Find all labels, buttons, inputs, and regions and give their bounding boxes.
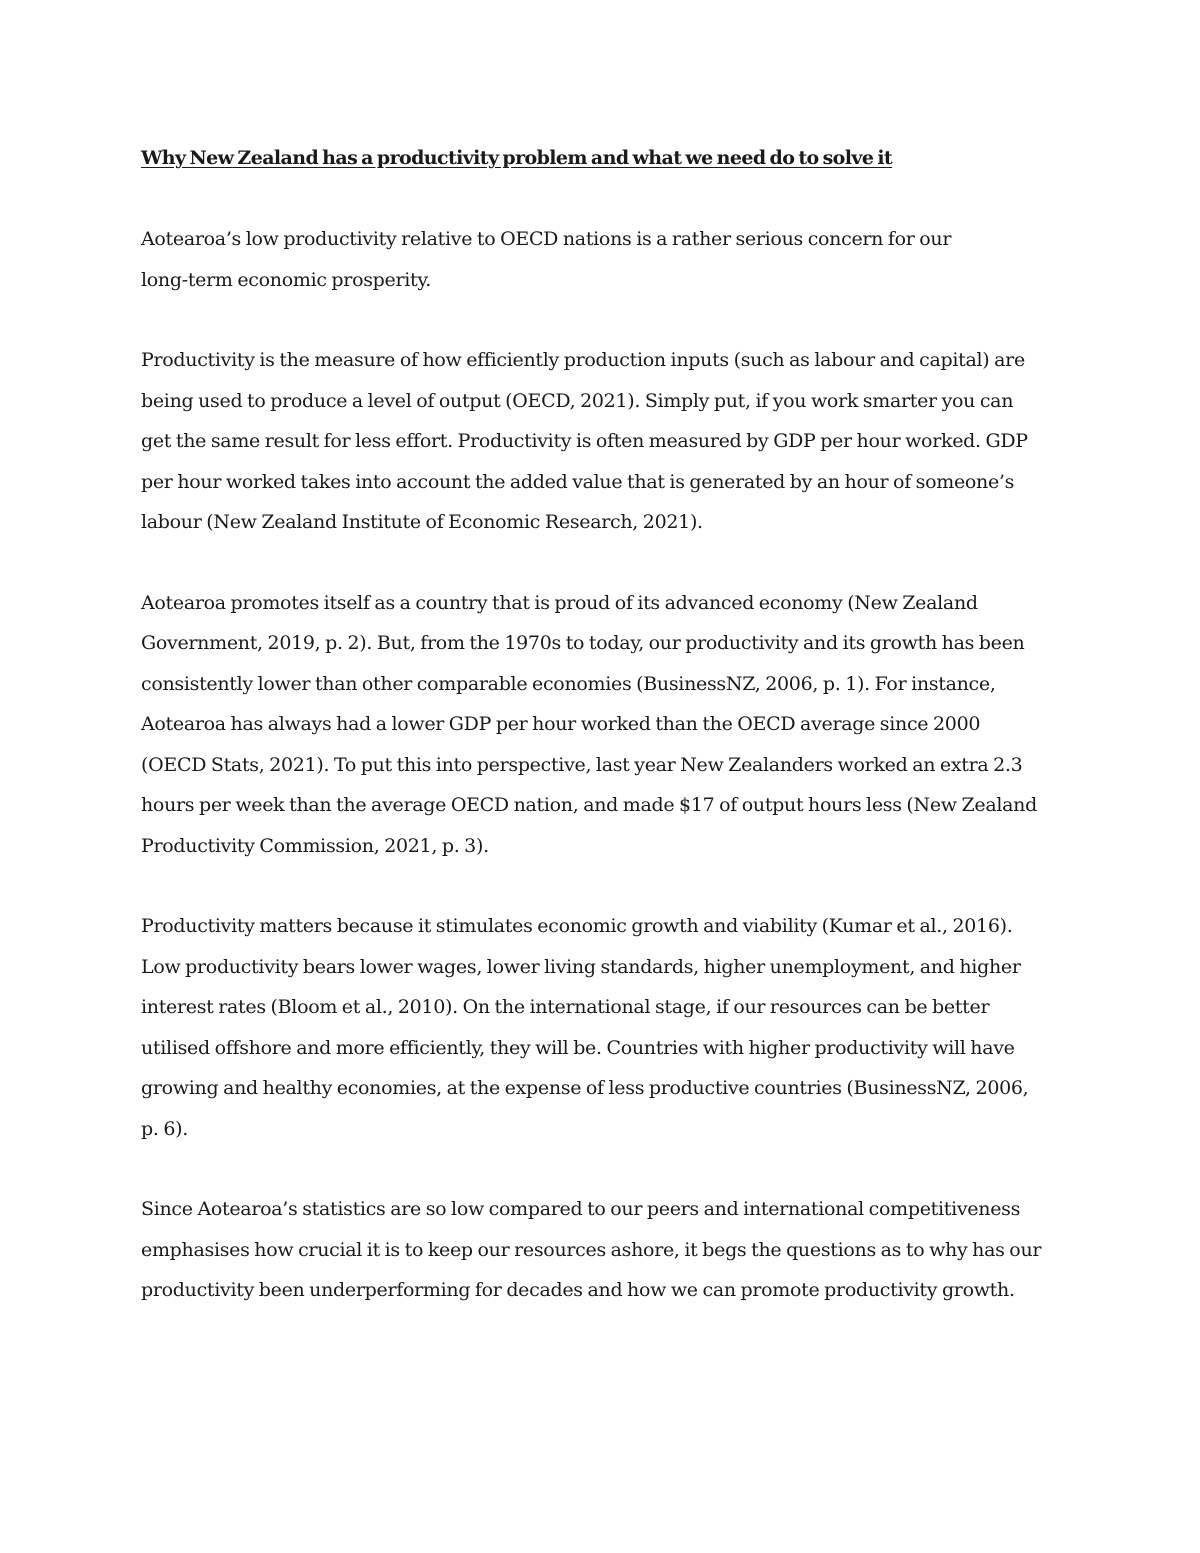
text-line: Low productivity bears lower wages, lower living standards, higher unemployment, and higher (141, 955, 1021, 978)
paragraph-importance (141, 906, 1071, 1149)
text-line: interest rates (Bloom et al., 2010). On the international stage, if our resources can be better (141, 996, 990, 1018)
text-line: labour (New Zealand Institute of Economic Research, 2021). (141, 511, 703, 533)
text-line: Productivity matters because it stimulates economic growth and viability (Kumar et al., 2016). (141, 915, 1013, 937)
paragraph-definition (141, 340, 1071, 543)
text-line: long-term economic prosperity. (141, 268, 432, 291)
text-line: Government, 2019, p. 2). But, from the 1970s to today, our productivity and its growth has been (141, 632, 1025, 654)
text-line: utilised offshore and more efficiently, they will be. Countries with higher productivity will have (141, 1036, 1015, 1059)
text-line: get the same result for less effort. Productivity is often measured by GDP per hour worked. GDP (141, 430, 1028, 452)
paragraph-conclusion (141, 1189, 1071, 1311)
text-line: (OECD Stats, 2021). To put this into perspective, last year New Zealanders worked an extra 2.3 (141, 753, 1023, 776)
paragraph-history (141, 583, 1071, 867)
text-line: Productivity Commission, 2021, p. 3). (141, 834, 489, 857)
document-title: Why New Zealand has a productivity problem and what we need do to solve it (141, 147, 893, 169)
text-line: Aotearoa promotes itself as a country that is proud of its advanced economy (New Zealand (141, 591, 978, 614)
text-line: productivity been underperforming for decades and how we can promote productivity growth. (141, 1279, 1015, 1301)
text-line: being used to produce a level of output (OECD, 2021). Simply put, if you work smarter you can (141, 389, 1014, 412)
text-line: p. 6). (141, 1117, 188, 1140)
text-line: Aotearoa has always had a lower GDP per hour worked than the OECD average since 2000 (141, 713, 981, 735)
document-body (141, 140, 1071, 1311)
text-line: Productivity is the measure of how efficiently production inputs (such as labour and capital) are (141, 349, 1025, 371)
text-line: consistently lower than other comparable economies (BusinessNZ, 2006, p. 1). For instance, (141, 672, 996, 695)
text-line: per hour worked takes into account the added value that is generated by an hour of someone’s (141, 470, 1015, 493)
text-line: Since Aotearoa’s statistics are so low compared to our peers and international competitiveness (141, 1198, 1021, 1220)
paragraph-intro (141, 219, 1071, 300)
text-line: Aotearoa’s low productivity relative to OECD nations is a rather serious concern for our (141, 228, 952, 250)
text-line: growing and healthy economies, at the expense of less productive countries (BusinessNZ, 2006, (141, 1077, 1029, 1099)
text-line: emphasises how crucial it is to keep our resources ashore, it begs the questions as to why has our (141, 1238, 1042, 1261)
text-line: hours per week than the average OECD nation, and made $17 of output hours less (New Zealand (141, 794, 1037, 816)
